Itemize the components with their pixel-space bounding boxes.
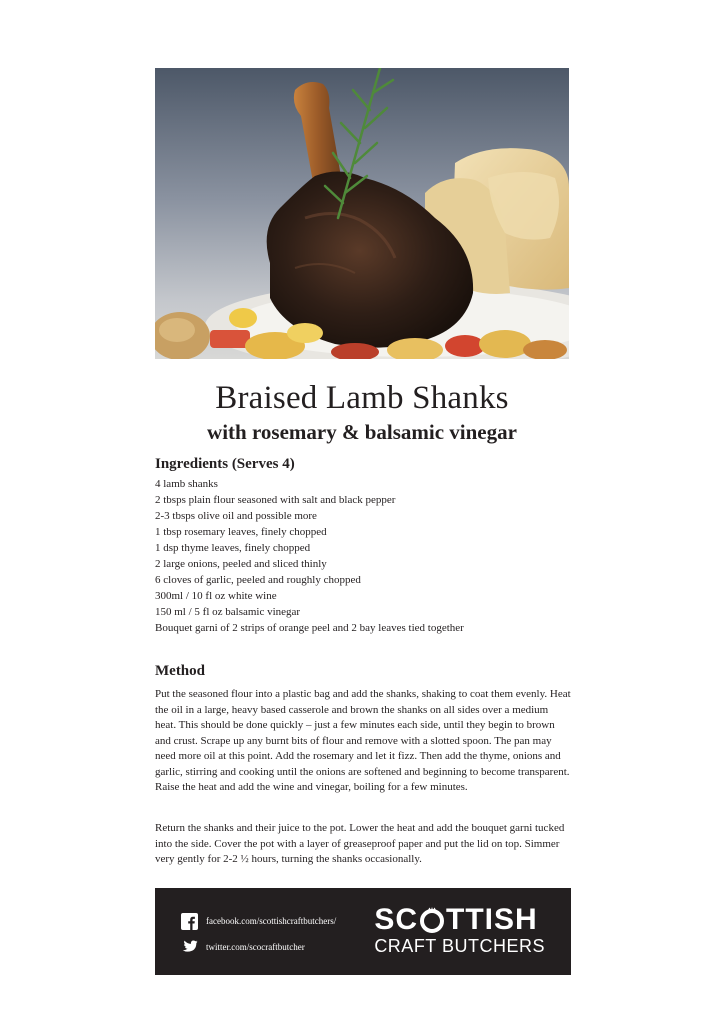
brand-line1-part-a: SC bbox=[374, 903, 418, 936]
ingredient-item: 2 large onions, peeled and sliced thinly bbox=[155, 558, 327, 570]
method-paragraph: Put the seasoned flour into a plastic bag and add the shanks, shaking to coat them evenly. Heat the oil in a large, heavy based casserole and brown the shanks on all sides over a medium heat. This should be done quickly – just a few minutes each side, until they begin to brown and crust. Scrape up any burnt bits of flour and remove with a slotted spoon. The pan may need more oil at this point. Add the rosemary and let it fizz. Then add the thyme, onions and garlic, stirring and cooking until the onions are softened and beginning to become transparent. Raise the heat and add the wine and vinegar, boiling for a few minutes. bbox=[155, 688, 571, 793]
hero-photo bbox=[155, 68, 569, 359]
twitter-link[interactable] bbox=[181, 936, 336, 958]
brand-subline: CRAFT BUTCHERS bbox=[374, 936, 545, 956]
ingredient-item: 6 cloves of garlic, peeled and roughly chopped bbox=[155, 574, 361, 586]
method-heading: Method bbox=[155, 663, 205, 679]
ingredients-list bbox=[155, 476, 569, 636]
ingredient-item: 4 lamb shanks bbox=[155, 478, 218, 490]
brand-logo bbox=[374, 904, 545, 956]
facebook-link[interactable] bbox=[181, 910, 336, 932]
facebook-url: facebook.com/scottishcraftbutchers/ bbox=[206, 916, 337, 926]
ingredient-item: 1 dsp thyme leaves, finely chopped bbox=[155, 542, 311, 554]
twitter-url: twitter.com/scocraftbutcher bbox=[206, 942, 305, 952]
twitter-icon bbox=[181, 939, 198, 956]
ingredient-item: 2 tbsps plain flour seasoned with salt and black pepper bbox=[155, 494, 396, 506]
ingredient-item: 150 ml / 5 fl oz balsamic vinegar bbox=[155, 606, 301, 618]
social-links bbox=[181, 910, 336, 962]
ingredient-item: Bouquet garni of 2 strips of orange peel and 2 bay leaves tied together bbox=[155, 622, 464, 634]
ingredient-item: 300ml / 10 fl oz white wine bbox=[155, 590, 277, 602]
brand-wordmark bbox=[374, 904, 545, 936]
ingredients-heading: Ingredients (Serves 4) bbox=[155, 456, 295, 472]
recipe-title: Braised Lamb Shanks bbox=[215, 380, 509, 416]
footer-banner bbox=[155, 888, 571, 975]
brand-line1-part-b: TTISH bbox=[446, 903, 538, 936]
recipe-subtitle: with rosemary & balsamic vinegar bbox=[207, 420, 517, 444]
facebook-icon bbox=[181, 913, 198, 930]
ingredient-item: 1 tbsp rosemary leaves, finely chopped bbox=[155, 526, 327, 538]
ingredient-item: 2-3 tbsps olive oil and possible more bbox=[155, 510, 317, 522]
method-paragraph: Return the shanks and their juice to the pot. Lower the heat and add the bouquet garni tucked into the side. Cover the pot with a layer of greaseproof paper and put the lid on top. Simmer very gently for 2-2 ½ hours, turning the shanks occasionally. bbox=[155, 822, 565, 865]
thistle-icon bbox=[419, 907, 445, 933]
